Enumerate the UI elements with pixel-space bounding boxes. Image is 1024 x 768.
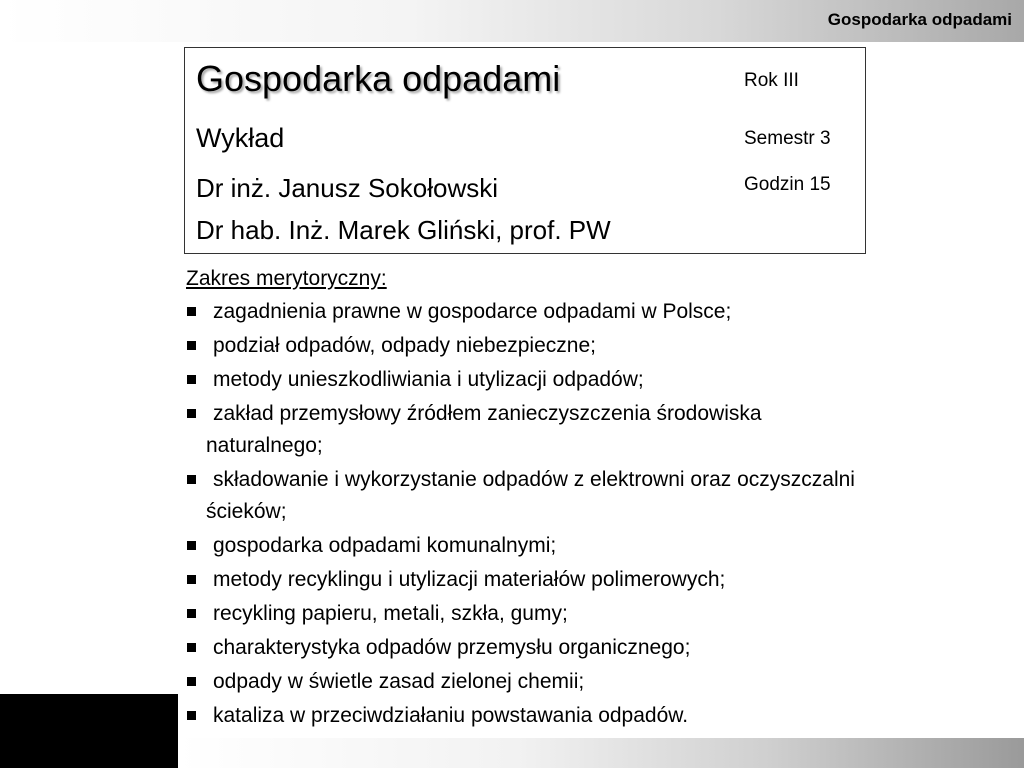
square-bullet-icon [187, 609, 196, 618]
header-bar [0, 0, 1024, 42]
square-bullet-icon [187, 475, 196, 484]
list-item: składowanie i wykorzystanie odpadów z elektrowni oraz oczyszczalni ścieków; [186, 463, 1016, 529]
square-bullet-icon [187, 677, 196, 686]
author-2: Dr hab. Inż. Marek Gliński, prof. PW [196, 215, 611, 245]
square-bullet-icon [187, 575, 196, 584]
list-item: charakterystyka odpadów przemysłu organicznego; [186, 631, 1016, 665]
square-bullet-icon [187, 307, 196, 316]
course-semester: Semestr 3 [744, 128, 831, 149]
scope-list [186, 295, 1016, 733]
header-title: Gospodarka odpadami [827, 10, 1012, 29]
course-title: Gospodarka odpadami [196, 58, 561, 99]
course-year: Rok III [744, 70, 799, 91]
list-item: recykling papieru, metali, szkła, gumy; [186, 597, 1016, 631]
author-1: Dr inż. Janusz Sokołowski [196, 173, 498, 203]
square-bullet-icon [187, 541, 196, 550]
list-item: metody unieszkodliwiania i utylizacji odpadów; [186, 363, 1016, 397]
square-bullet-icon [187, 711, 196, 720]
list-item: zakład przemysłowy źródłem zanieczyszczenia środowiska naturalnego; [186, 397, 1016, 463]
list-item: kataliza w przeciwdziałaniu powstawania odpadów. [186, 699, 1016, 733]
list-item: metody recyklingu i utylizacji materiałów polimerowych; [186, 563, 1016, 597]
square-bullet-icon [187, 375, 196, 384]
course-type: Wykład [196, 123, 285, 153]
list-item: odpady w świetle zasad zielonej chemii; [186, 665, 1016, 699]
course-hours: Godzin 15 [744, 174, 831, 195]
scope-section [186, 266, 1016, 733]
list-item: zagadnienia prawne w gospodarce odpadami w Polsce; [186, 295, 1016, 329]
square-bullet-icon [187, 643, 196, 652]
list-item: podział odpadów, odpady niebezpieczne; [186, 329, 1016, 363]
course-info-box [184, 47, 866, 254]
square-bullet-icon [187, 409, 196, 418]
corner-block [0, 694, 178, 768]
square-bullet-icon [187, 341, 196, 350]
footer-bar [178, 738, 1024, 768]
list-item: gospodarka odpadami komunalnymi; [186, 529, 1016, 563]
scope-heading: Zakres merytoryczny: [186, 267, 387, 290]
